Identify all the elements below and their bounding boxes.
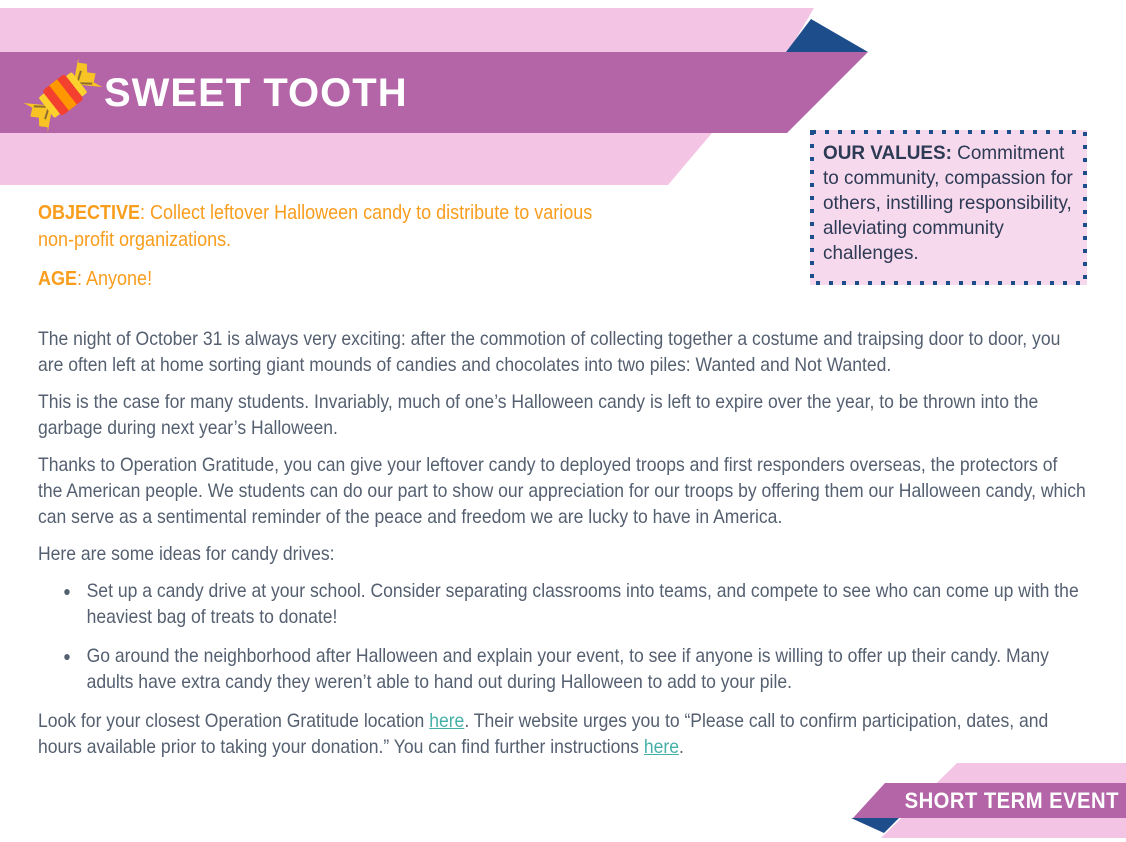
- closing-text-2: . Their website urges you to “Please call to confirm participation, dates, and hours available prior to taking your donation.” You can find further instructions: [38, 710, 1049, 758]
- operation-gratitude-location-link[interactable]: here: [429, 710, 465, 732]
- page-title: SWEET TOOTH: [104, 71, 408, 115]
- paragraph-closing: [38, 708, 1087, 760]
- paragraph-ideas-heading: Here are some ideas for candy drives:: [38, 543, 335, 565]
- ribbon-stripe-bottom: [0, 133, 712, 185]
- short-term-event-banner: SHORT TERM EVENT: [904, 788, 1119, 813]
- values-box: [810, 130, 1087, 285]
- bullet-text-school-drive: Set up a candy drive at your school. Consider separating classrooms into teams, and compete to see who can come up with the heaviest bag of treats to donate!: [86, 580, 1079, 628]
- objective-text: : Collect leftover Halloween candy to distribute to various non-profit organizations.: [38, 202, 593, 251]
- ribbon-stripe-top: [0, 8, 814, 52]
- further-instructions-link[interactable]: here: [643, 736, 679, 758]
- objective-line: [38, 200, 614, 254]
- paragraph-intro: The night of October 31 is always very exciting: after the commotion of collecting together a costume and traipsing door to door, you are often left at home sorting giant mounds of candies and chocolates into two piles: Wanted and Not Wanted.: [38, 328, 1061, 376]
- closing-text-3: .: [678, 736, 684, 758]
- meta-block: [38, 200, 614, 293]
- age-label: AGE: [38, 268, 78, 290]
- body-text: [38, 326, 1087, 771]
- closing-text-1: Look for your closest Operation Gratitude location: [38, 710, 430, 732]
- objective-label: OBJECTIVE: [38, 202, 141, 224]
- values-text: [823, 141, 1075, 266]
- bullet-text-neighborhood: Go around the neighborhood after Halloween and explain your event, to see if anyone is willing to offer up their candy. Many adults have extra candy they weren’t able to hand out during Halloween to add to your pile.: [86, 645, 1049, 693]
- values-body: Commitment to community, compassion for others, instilling responsibility, alleviating community challenges.: [823, 142, 1073, 264]
- paragraph-students: This is the case for many students. Invariably, much of one’s Halloween candy is left to expire over the year, to be thrown into the garbage during next year’s Halloween.: [38, 391, 1039, 439]
- age-text: : Anyone!: [77, 268, 153, 290]
- list-item: [38, 643, 1087, 695]
- age-line: [38, 266, 614, 293]
- list-item: [38, 578, 1087, 630]
- values-label: OUR VALUES:: [823, 142, 952, 164]
- candy-icon: [22, 52, 104, 134]
- bullet-icon: ●: [63, 648, 71, 664]
- ideas-list: [38, 578, 1087, 695]
- paragraph-operation-gratitude: Thanks to Operation Gratitude, you can give your leftover candy to deployed troops and first responders overseas, the protectors of the American people. We students can do our part to show our appreciation for our troops by offering them our Halloween candy, which can serve as a sentimental reminder of the peace and freedom we are lucky to have in America.: [38, 454, 1086, 528]
- bullet-icon: ●: [63, 583, 71, 599]
